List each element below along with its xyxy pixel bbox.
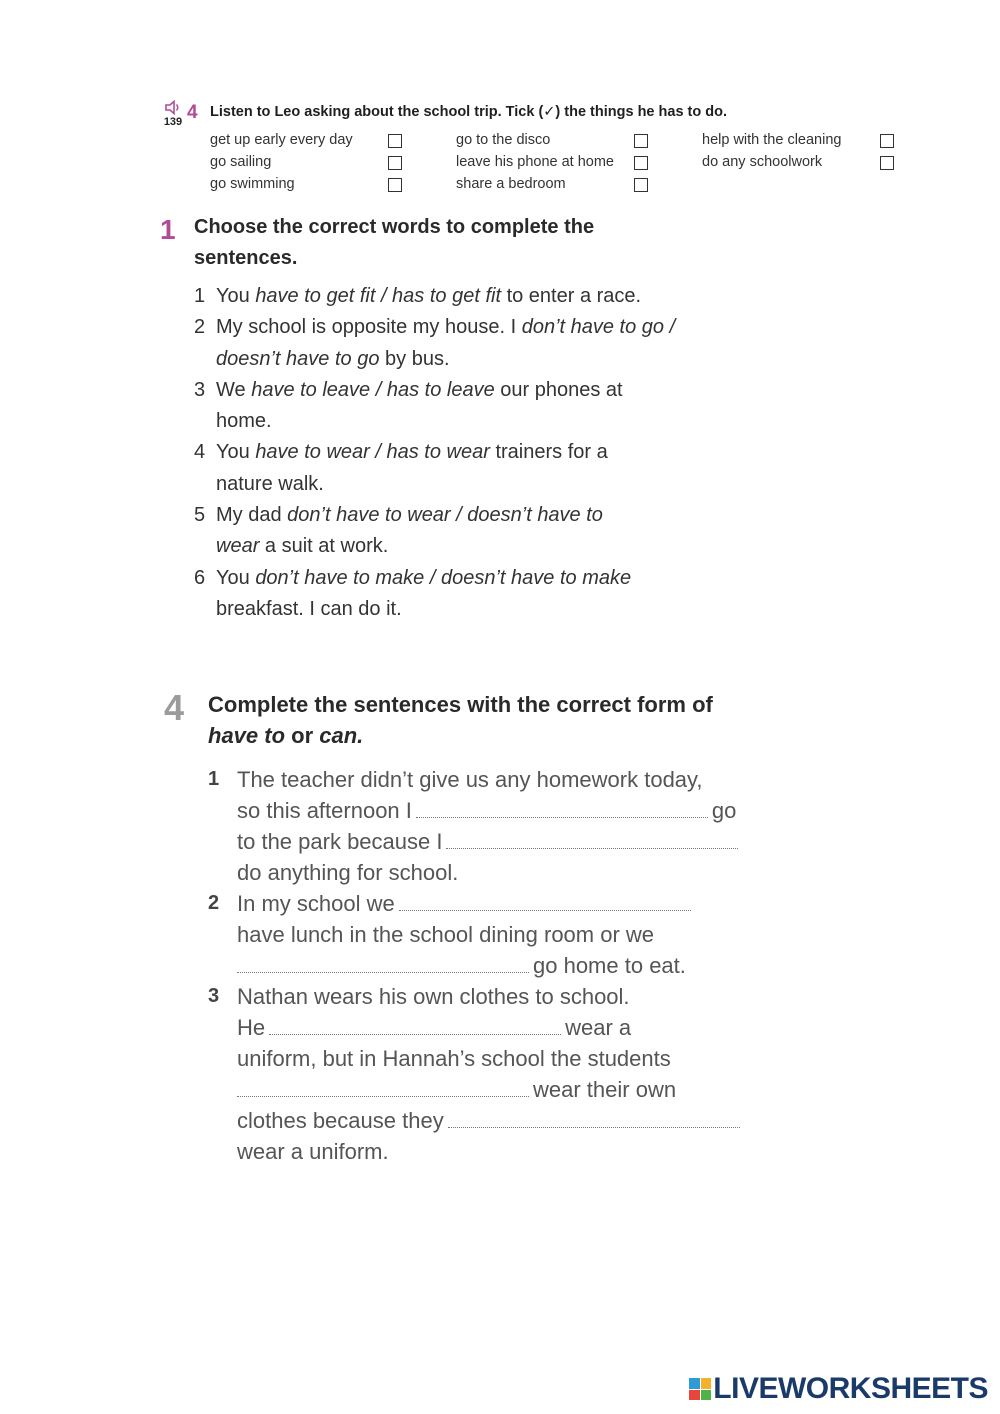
sentence-text: our phones at home. xyxy=(216,378,623,433)
tick-item-label: share a bedroom xyxy=(456,176,566,192)
word-choice[interactable]: have to wear / has to wear xyxy=(255,441,490,464)
tick-item-label: go swimming xyxy=(210,176,295,192)
sentence-text: a suit at work. xyxy=(259,535,389,558)
tick-item-label: do any schoolwork xyxy=(702,154,823,170)
word-choice[interactable]: have to get fit / has to get fit xyxy=(255,285,502,307)
tick-item xyxy=(210,174,402,196)
exercise-instruction: Choose the correct words to complete the sentences. xyxy=(194,216,595,269)
answer-blank[interactable] xyxy=(237,952,529,973)
tick-checkbox[interactable] xyxy=(388,134,402,148)
exercise-number: 4 xyxy=(164,687,185,728)
sentence-text: He xyxy=(237,1015,266,1040)
tick-item xyxy=(456,174,648,196)
sentence-text: to the park because I xyxy=(237,829,443,854)
audio-track[interactable] xyxy=(160,100,186,128)
tick-item xyxy=(456,130,648,152)
sentence-text: You xyxy=(216,441,256,464)
sentence-line xyxy=(237,1105,768,1136)
sentence-list xyxy=(194,281,694,625)
sentence-text: by bus. xyxy=(379,347,450,370)
tick-item-label: leave his phone at home xyxy=(456,154,614,170)
sentence-text: wear a uniform. xyxy=(237,1139,389,1164)
answer-blank[interactable] xyxy=(448,1107,740,1128)
tick-item-label: get up early every day xyxy=(210,132,353,148)
sentence-text: You xyxy=(216,285,256,307)
instruction-keyword: can. xyxy=(319,723,364,748)
sentence-text: My dad xyxy=(216,504,288,527)
tick-checkbox[interactable] xyxy=(880,134,894,148)
sentence-text: do anything for school. xyxy=(237,860,459,885)
sentence-text: breakfast. I can do it. xyxy=(216,597,402,620)
tick-item xyxy=(456,152,648,174)
word-choice[interactable]: don’t have to go / doesn’t have to go xyxy=(216,316,676,370)
exercise-instruction: Listen to Leo asking about the school trip. Tick (✓) the things he has to do. xyxy=(210,104,727,120)
answer-blank[interactable] xyxy=(399,890,691,911)
instruction-text: Complete the sentences with the correct form of xyxy=(208,692,713,717)
tick-checkbox[interactable] xyxy=(634,156,648,170)
word-choice[interactable]: have to leave / has to leave xyxy=(251,378,495,401)
sentence-line xyxy=(237,795,768,826)
item-number: 5 xyxy=(194,504,206,527)
item-number: 2 xyxy=(194,316,206,339)
sentence-line xyxy=(237,1012,768,1043)
tick-item-label: help with the cleaning xyxy=(702,132,842,148)
answer-blank[interactable] xyxy=(446,828,738,849)
tick-item xyxy=(702,152,894,174)
track-number: 139 xyxy=(163,116,183,128)
item-number: 4 xyxy=(194,441,206,464)
list-item xyxy=(194,500,646,563)
word-choice[interactable]: don’t have to wear / doesn’t have to wear xyxy=(216,504,603,558)
instruction-keyword: have to xyxy=(208,723,286,748)
list-item xyxy=(194,312,686,375)
sentence-text: clothes because they xyxy=(237,1108,444,1133)
tick-item xyxy=(210,152,402,174)
tick-item-label: go to the disco xyxy=(456,132,551,148)
sentence-list xyxy=(208,764,768,1167)
item-number: 3 xyxy=(208,985,220,1007)
list-item xyxy=(194,563,686,626)
liveworksheets-logo xyxy=(689,1372,988,1406)
item-number: 2 xyxy=(208,892,220,914)
list-item xyxy=(208,981,768,1167)
answer-blank[interactable] xyxy=(237,1076,529,1097)
sentence-text: so this afternoon I xyxy=(237,798,412,823)
tick-checkbox[interactable] xyxy=(634,134,648,148)
word-choice[interactable]: don’t have to make / doesn’t have to make xyxy=(255,566,632,589)
exercise-number: 1 xyxy=(160,214,176,245)
item-number: 1 xyxy=(194,285,206,307)
tick-checkbox[interactable] xyxy=(388,178,402,192)
tick-item-label: go sailing xyxy=(210,154,272,170)
sentence-text: trainers for a nature walk. xyxy=(216,441,608,495)
logo-mark-icon xyxy=(689,1378,711,1400)
answer-blank[interactable] xyxy=(269,1014,561,1035)
sentence-text: In my school we xyxy=(237,891,395,916)
item-number: 3 xyxy=(194,378,206,401)
tick-checkbox[interactable] xyxy=(880,156,894,170)
item-number: 6 xyxy=(194,566,206,589)
instruction-text: or xyxy=(285,723,320,748)
list-item xyxy=(194,375,646,438)
item-number: 1 xyxy=(208,768,220,790)
sentence-text: uniform, but in Hannah’s school the students xyxy=(237,1046,671,1071)
list-item xyxy=(194,281,646,312)
speaker-icon xyxy=(164,100,182,115)
sentence-line xyxy=(237,1074,768,1105)
sentence-text: We xyxy=(216,378,252,401)
exercise-number: 4 xyxy=(187,102,198,123)
sentence-text: Nathan wears his own clothes to school. xyxy=(237,984,630,1009)
sentence-text: The teacher didn’t give us any homework today, xyxy=(237,767,703,792)
sentence-line xyxy=(237,888,768,919)
sentence-text: You xyxy=(216,566,256,589)
logo-text: LIVEWORKSHEETS xyxy=(713,1372,988,1405)
tick-checkbox[interactable] xyxy=(388,156,402,170)
tick-checkbox[interactable] xyxy=(634,178,648,192)
sentence-text: go home to eat. xyxy=(533,953,686,978)
sentence-text: go xyxy=(711,798,737,823)
sentence-text: wear their own xyxy=(533,1077,677,1102)
sentence-text: wear a xyxy=(565,1015,632,1040)
sentence-text: to enter a race. xyxy=(501,285,642,307)
list-item xyxy=(208,764,768,888)
answer-blank[interactable] xyxy=(416,797,708,818)
sentence-line xyxy=(237,950,768,981)
list-item xyxy=(208,888,768,981)
tick-item xyxy=(702,130,894,152)
list-item xyxy=(194,437,646,500)
tick-item xyxy=(210,130,402,152)
sentence-text: My school is opposite my house. I xyxy=(216,316,522,339)
sentence-text: have lunch in the school dining room or we xyxy=(237,922,655,947)
exercise-instruction xyxy=(208,689,768,751)
sentence-line xyxy=(237,826,768,857)
